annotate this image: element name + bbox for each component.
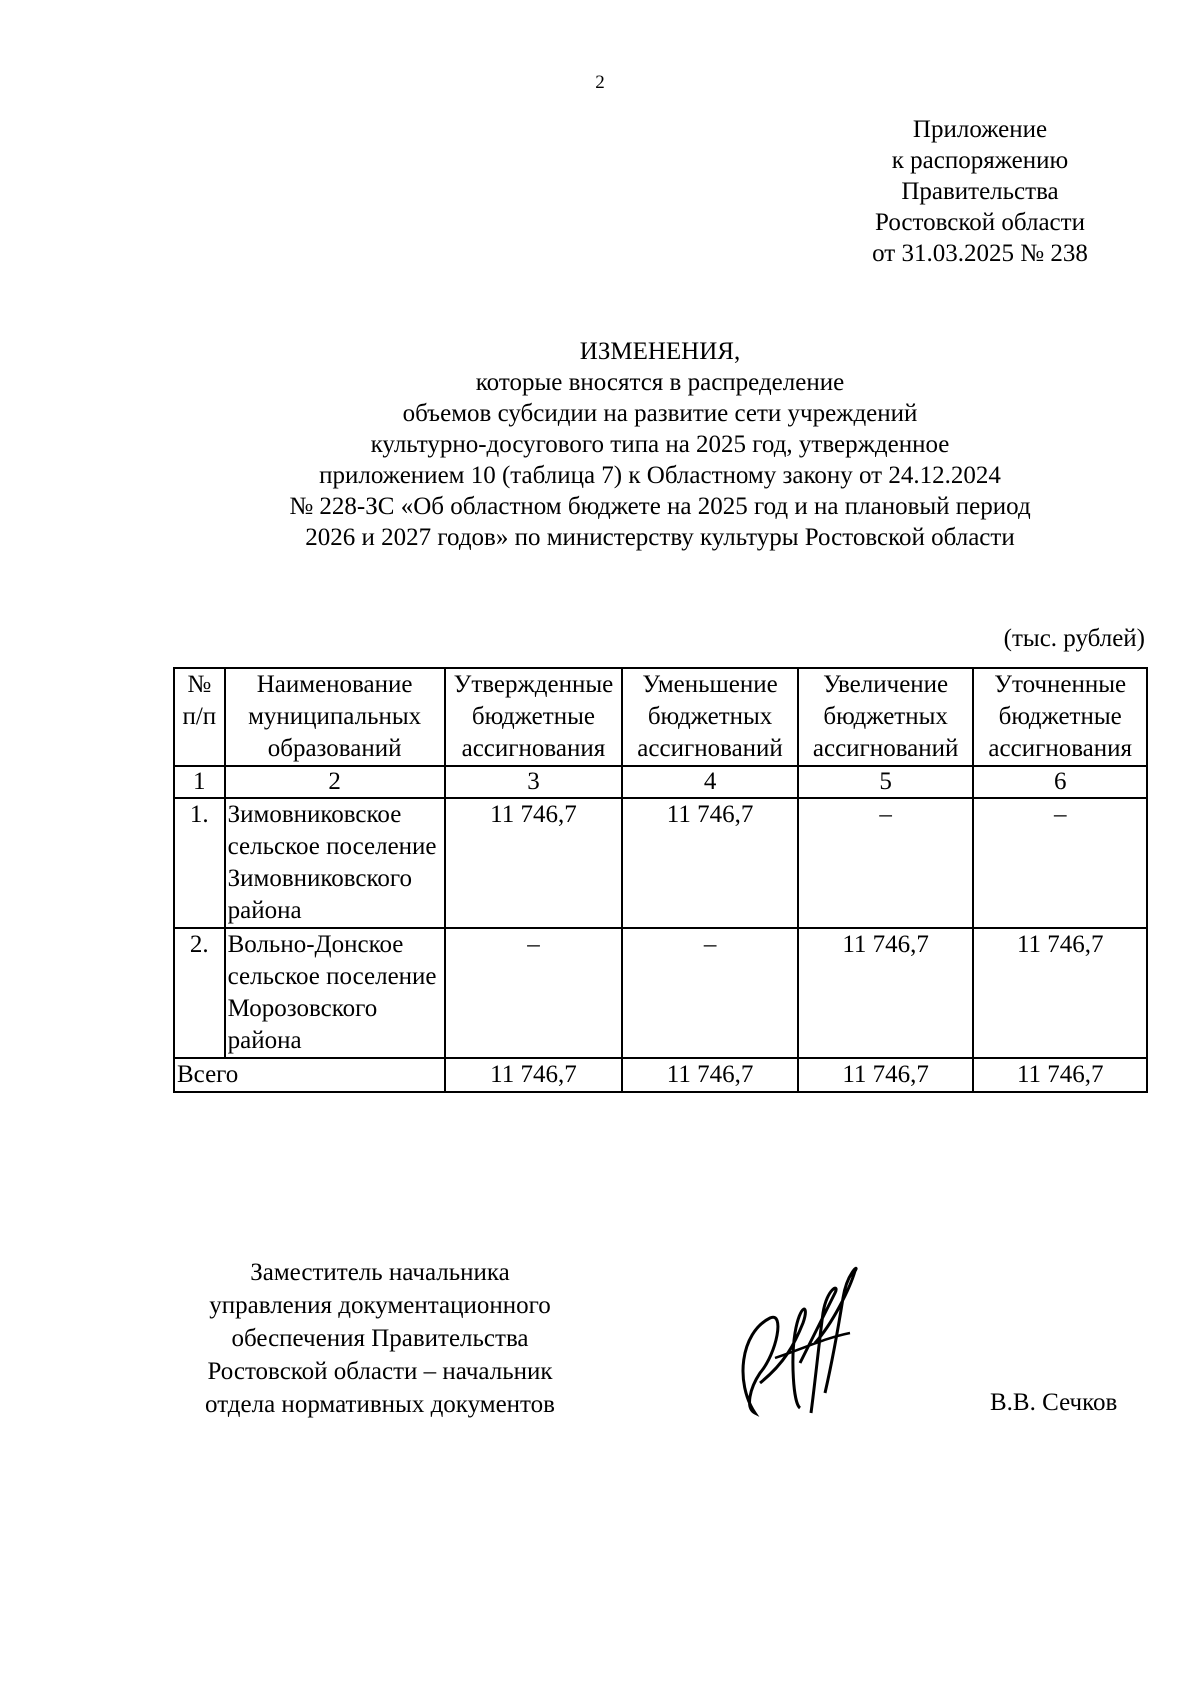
total-approved: 11 746,7: [445, 1058, 623, 1092]
table-row: [174, 798, 1147, 928]
allocation-table: [173, 667, 1148, 1093]
title-line: № 228-ЗС «Об областном бюджете на 2025 год и на плановый период: [289, 493, 1031, 520]
decrease-value: 11 746,7: [622, 798, 798, 928]
handwritten-signature: [715, 1263, 875, 1423]
approved-value: –: [445, 928, 623, 1058]
header-cell: Уменьшение бюджетных ассигнований: [622, 668, 798, 766]
title-line: объемов субсидии на развитие сети учреждений: [402, 400, 918, 427]
page-number: 2: [595, 72, 605, 93]
total-adjusted: 11 746,7: [973, 1058, 1147, 1092]
total-increase: 11 746,7: [798, 1058, 974, 1092]
row-number: 1.: [174, 798, 225, 928]
municipality-name: Зимовниковское сельское поселение Зимовниковского района: [225, 798, 445, 928]
position-line: Заместитель начальника: [250, 1259, 510, 1286]
column-number-row: [174, 766, 1147, 798]
appendix-line: Ростовской области: [875, 209, 1085, 236]
adjusted-value: 11 746,7: [973, 928, 1147, 1058]
header-cell: № п/п: [174, 668, 225, 766]
signatory-position: [160, 1256, 600, 1421]
document-title: [160, 336, 1160, 553]
title-line: культурно-досугового типа на 2025 год, утвержденное: [370, 431, 950, 458]
header-cell: Утвержденные бюджетные ассигнования: [445, 668, 623, 766]
increase-value: –: [798, 798, 974, 928]
adjusted-value: –: [973, 798, 1147, 928]
header-cell: Увеличение бюджетных ассигнований: [798, 668, 974, 766]
column-number: 3: [445, 766, 623, 798]
position-line: Ростовской области – начальник: [207, 1358, 553, 1385]
header-cell: Наименование муниципальных образований: [225, 668, 445, 766]
table-row: [174, 928, 1147, 1058]
appendix-line: Приложение: [912, 116, 1048, 143]
appendix-line: от 31.03.2025 № 238: [872, 240, 1088, 267]
total-row: [174, 1058, 1147, 1092]
position-line: обеспечения Правительства: [231, 1325, 529, 1352]
decrease-value: –: [622, 928, 798, 1058]
column-number: 5: [798, 766, 974, 798]
appendix-line: Правительства: [901, 178, 1059, 205]
signer-name: В.В. Сечков: [990, 1389, 1118, 1416]
total-label: Всего: [174, 1058, 445, 1092]
row-number: 2.: [174, 928, 225, 1058]
title-line: 2026 и 2027 годов» по министерству культуры Ростовской области: [305, 524, 1015, 551]
total-decrease: 11 746,7: [622, 1058, 798, 1092]
municipality-name: Вольно-Донское сельское поселение Морозовского района: [225, 928, 445, 1058]
appendix-line: к распоряжению: [891, 147, 1069, 174]
position-line: управления документационного: [209, 1292, 551, 1319]
appendix-reference: [830, 114, 1130, 269]
table-header-row: [174, 668, 1147, 766]
approved-value: 11 746,7: [445, 798, 623, 928]
title-line: приложением 10 (таблица 7) к Областному закону от 24.12.2024: [319, 462, 1001, 489]
column-number: 1: [174, 766, 225, 798]
column-number: 6: [973, 766, 1147, 798]
header-cell: Уточненные бюджетные ассигнования: [973, 668, 1147, 766]
column-number: 4: [622, 766, 798, 798]
position-line: отдела нормативных документов: [205, 1391, 555, 1418]
units-note: (тыс. рублей): [1003, 625, 1145, 652]
column-number: 2: [225, 766, 445, 798]
title-heading: ИЗМЕНЕНИЯ,: [579, 338, 741, 365]
increase-value: 11 746,7: [798, 928, 974, 1058]
title-line: которые вносятся в распределение: [475, 369, 845, 396]
